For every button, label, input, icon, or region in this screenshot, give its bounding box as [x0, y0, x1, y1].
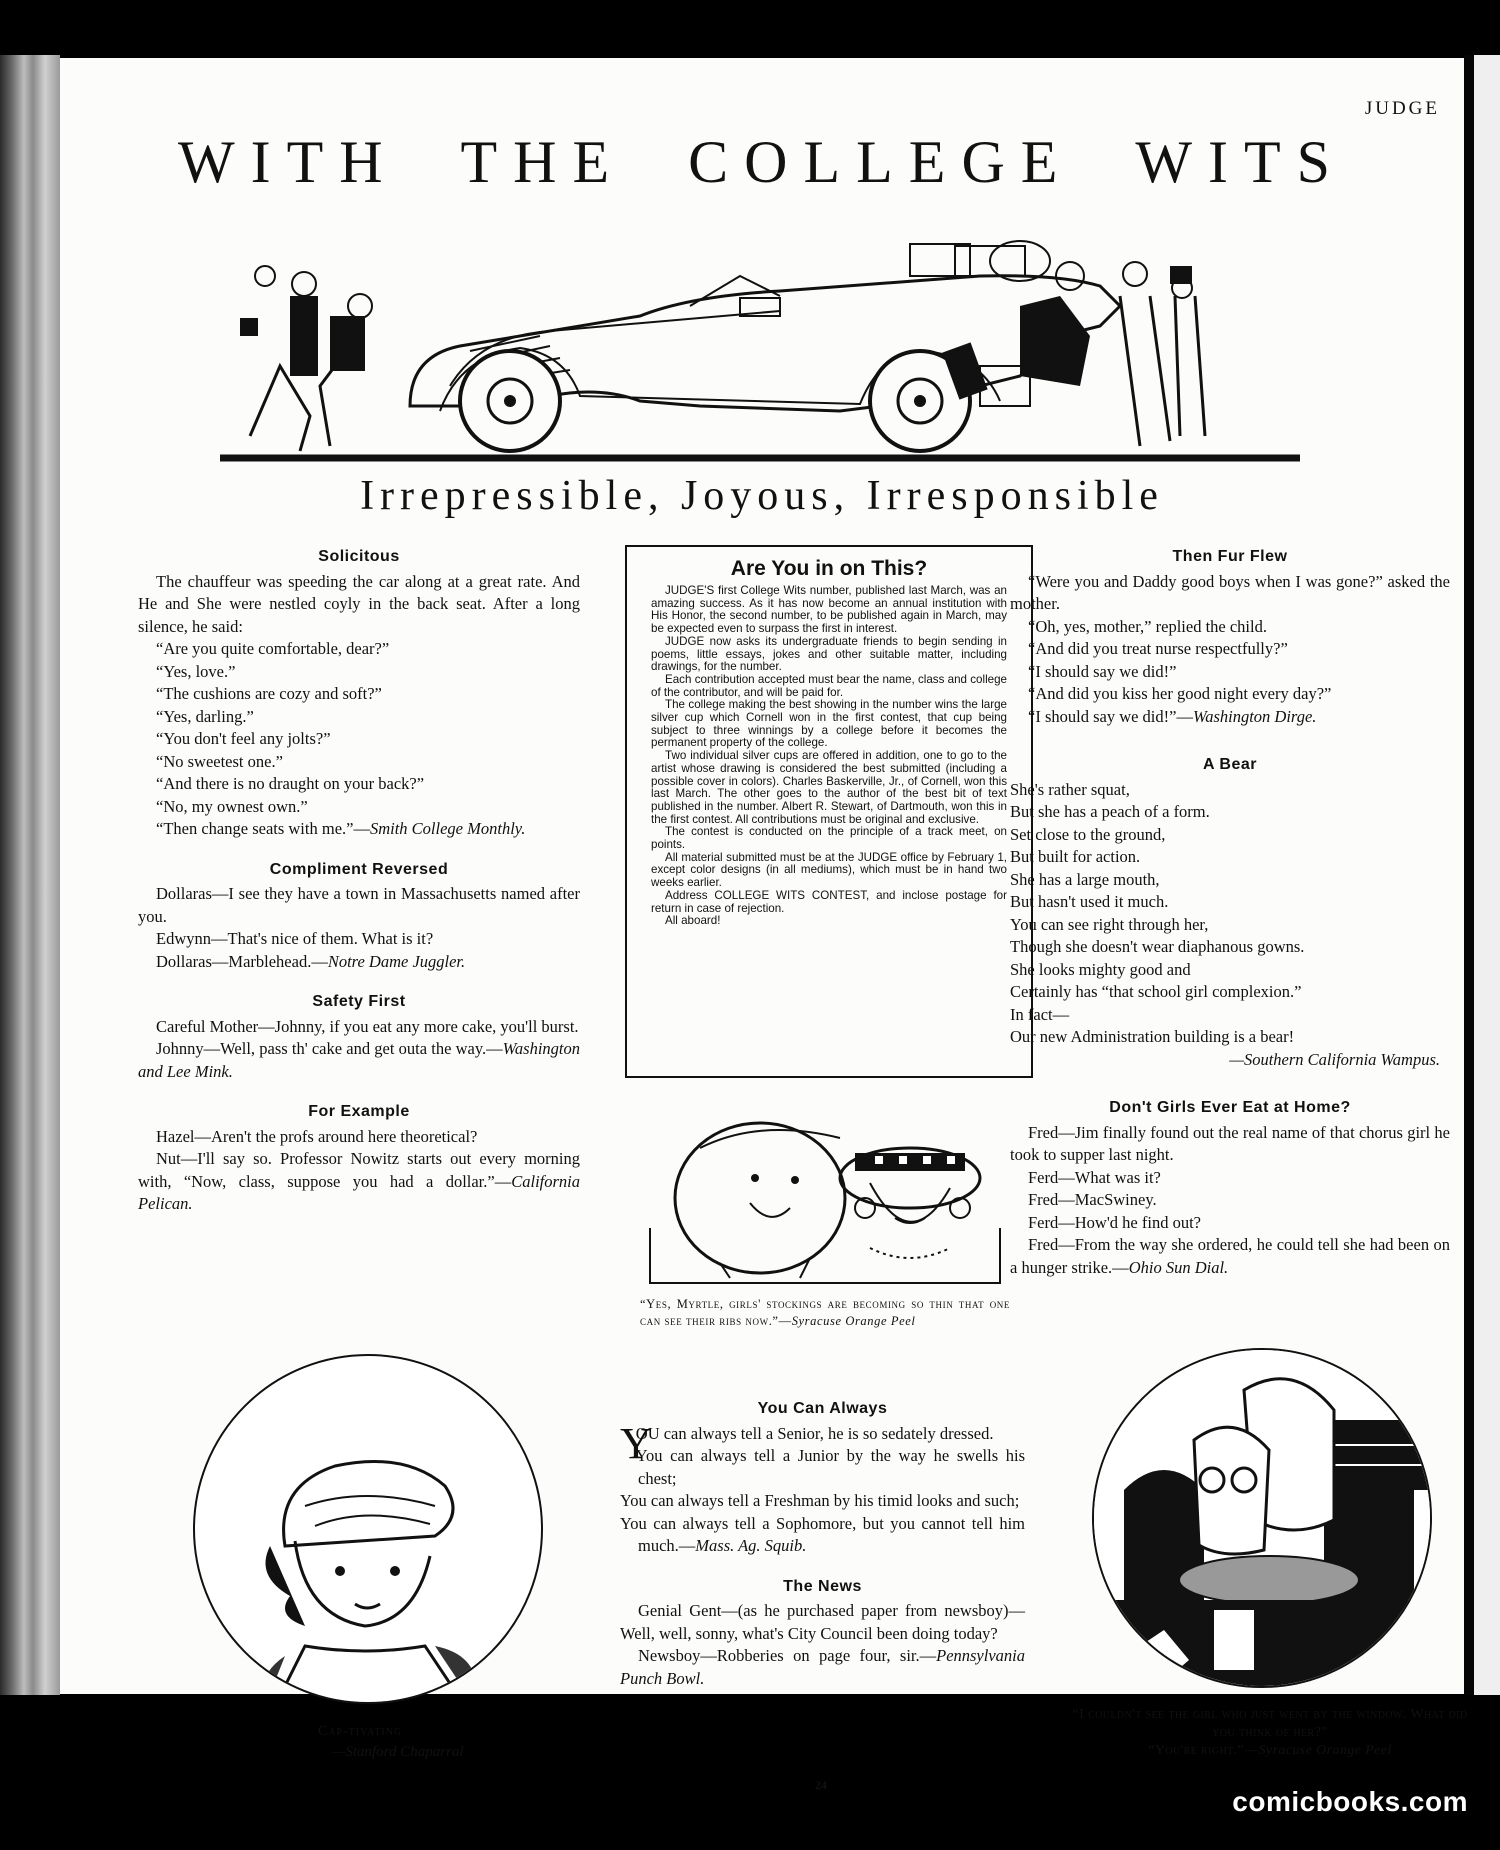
article-heading: You Can Always	[757, 1400, 888, 1417]
source-credit: Washington Dirge.	[1192, 706, 1317, 726]
caption-line	[1070, 1742, 1470, 1760]
dialogue-line: “And there is no draught on your back?”	[156, 774, 425, 793]
dialogue-line: “Yes, love.”	[156, 661, 236, 681]
article-heading: The News	[783, 1577, 862, 1595]
article-paragraph	[138, 818, 580, 841]
dialogue-line: Nut—I'll say so. Professor Nowitz starts out every morning with, “Now, class, suppose you had a dollar.”—	[138, 1149, 580, 1191]
box-paragraph: All aboard!	[665, 914, 721, 928]
source-credit: —Southern California Wampus.	[1229, 1049, 1440, 1069]
poem-line: But hasn't used it much.	[1010, 892, 1169, 911]
captivating-illustration	[193, 1354, 543, 1704]
box-title: Are You in on This?	[730, 557, 928, 580]
article-paragraph	[1010, 1234, 1450, 1279]
source-credit: Notre Dame Juggler.	[327, 951, 466, 971]
poem-line: You can always tell a Junior by the way he swells his chest;	[635, 1446, 1025, 1488]
article-paragraph: Genial Gent—(as he purchased paper from newsboy)—Well, well, sonny, what's City Council been doing today?	[620, 1601, 1025, 1643]
caption-text: “You're right.”—	[1148, 1743, 1259, 1758]
dialogue-line: “You don't feel any jolts?”	[156, 729, 331, 748]
article-heading: Compliment Reversed	[269, 860, 449, 878]
poem-line-text: OU can always tell a Senior, he is so sedately dressed.	[635, 1423, 994, 1443]
left-column	[138, 546, 580, 1234]
article-then-fur-flew	[1010, 546, 1450, 728]
dialogue-line: “Then change seats with me.”—	[156, 819, 370, 838]
source-credit: California Pelican.	[138, 1171, 580, 1213]
poem-line: You can always tell a Freshman by his timid looks and such;	[620, 1491, 1020, 1510]
poem-line: Our new Administration building is a bear!	[1010, 1027, 1295, 1046]
article-a-bear	[1010, 754, 1450, 1071]
box-paragraph: The college making the best showing in the number wins the large silver cup which Cornell won in the first contest, that cup being subject to three winnings by a college before it becomes the permanent property of the college.	[651, 698, 1007, 750]
article-compliment-reversed	[138, 859, 580, 974]
poem-line: She has a large mouth,	[1010, 869, 1160, 889]
contest-announcement-box	[625, 545, 1033, 1078]
article-heading: Don't Girls Ever Eat at Home?	[1109, 1099, 1351, 1116]
poem-line: She's rather squat,	[1010, 779, 1130, 799]
journal-name: JUDGE	[1364, 98, 1440, 119]
article-paragraph: Edwynn—That's nice of them. What is it?	[156, 929, 434, 948]
article-solicitous	[138, 546, 580, 841]
article-you-can-always	[620, 1398, 1025, 1558]
poem-line: You can see right through her,	[1010, 914, 1209, 934]
box-paragraph: The contest is conducted on the principle of a track meet, on points.	[651, 825, 1007, 852]
dialogue-line: “I should say we did!”	[1028, 661, 1177, 681]
article-heading: A Bear	[1203, 756, 1257, 773]
source-credit: Syracuse Orange Peel	[1258, 1743, 1392, 1758]
magazine-page	[60, 58, 1468, 1792]
dialogue-line: “Oh, yes, mother,” replied the child.	[1028, 616, 1267, 636]
dialogue-line: “Were you and Daddy good boys when I was gone?” asked the mother.	[1010, 571, 1450, 613]
stockings-cartoon-caption	[640, 1296, 1010, 1330]
source-credit: —Stanford Chaparral	[332, 1744, 464, 1760]
article-paragraph	[138, 951, 580, 974]
dialogue-line: “And did you treat nurse respectfully?”	[1028, 639, 1288, 658]
poem-line: Certainly has “that school girl complexion.”	[1010, 982, 1302, 1001]
dialogue-line	[1010, 706, 1450, 729]
scan-right-edge	[1464, 55, 1500, 1695]
article-paragraph: Careful Mother—Johnny, if you eat any more cake, you'll burst.	[156, 1016, 579, 1036]
box-paragraph: JUDGE'S first College Wits number, published last March, was an amazing success. As it has now become an annual institution with His Honor, the second number, to be published again in March, may be expected even to surpass the first in interest.	[651, 584, 1007, 636]
article-for-example	[138, 1101, 580, 1216]
article-paragraph: Ferd—What was it?	[1028, 1167, 1161, 1187]
center-column-lower	[620, 1398, 1025, 1708]
article-safety-first	[138, 991, 580, 1083]
dialogue-line: “Are you quite comfortable, dear?”	[156, 639, 390, 658]
dialogue-line: “No sweetest one.”	[156, 751, 283, 771]
source-credit: Pennsylvania Punch Bowl.	[620, 1646, 1025, 1688]
article-paragraph	[138, 1038, 580, 1083]
dialogue-line: “No, my ownest own.”	[156, 796, 308, 816]
article-heading: Safety First	[312, 993, 406, 1010]
box-paragraph: JUDGE now asks its undergraduate friends to begin sending in poems, little essays, jokes and other suitable matter, including drawings, for the number.	[651, 634, 1007, 674]
caption-text: “Yes, Myrtle, girls' stockings are becoming so thin that one can see their ribs now.”—	[640, 1297, 1010, 1328]
source-credit: Ohio Sun Dial.	[1128, 1257, 1229, 1277]
page-subtitle: Irrepressible, Joyous, Irresponsible	[360, 473, 1164, 519]
window-illustration-caption	[1070, 1706, 1470, 1760]
poem-line: She looks mighty good and	[1010, 959, 1191, 979]
source-credit: Washington and Lee Mink.	[138, 1039, 580, 1081]
poem-line: Set close to the ground,	[1010, 824, 1166, 844]
article-paragraph: Dollaras—I see they have a town in Massachusetts named after you.	[138, 884, 580, 926]
dialogue-line: Fred—From the way she ordered, he could tell she had been on a hunger strike.—	[1010, 1235, 1450, 1277]
article-paragraph	[138, 1148, 580, 1216]
window-illustration	[1092, 1348, 1432, 1688]
page-title: WITH THE COLLEGE WITS	[178, 129, 1346, 195]
drop-cap: Y	[620, 1418, 652, 1468]
dialogue-line: “And did you kiss her good night every day?”	[1028, 684, 1332, 703]
source-credit: Mass. Ag. Squib.	[695, 1536, 807, 1555]
box-paragraph: Address COLLEGE WITS CONTEST, and inclose postage for return in case of rejection.	[651, 888, 1007, 915]
poem-line: But she has a peach of a form.	[1010, 802, 1210, 821]
article-heading: Solicitous	[318, 548, 400, 565]
caption-text: “I couldn't see the girl who just went by the window. What did you think of her?”	[1072, 1707, 1468, 1740]
article-paragraph: Fred—MacSwiney.	[1028, 1190, 1157, 1209]
dialogue-line: Newsboy—Robberies on page four, sir.—	[638, 1646, 937, 1665]
right-column	[1010, 546, 1450, 1297]
article-paragraph: Ferd—How'd he find out?	[1028, 1212, 1201, 1232]
watermark-text: comicbooks.com	[1232, 1786, 1468, 1817]
box-paragraph: All material submitted must be at the JUDGE office by February 1, except color designs (in all mediums), which must be in hand two weeks earlier.	[651, 850, 1007, 890]
poem-line: Though she doesn't wear diaphanous gowns.	[1010, 937, 1305, 956]
article-paragraph	[620, 1645, 1025, 1690]
article-paragraph: The chauffeur was speeding the car along at a great rate. And He and She were nestled coyly in the back seat. After a long silence, he said:	[138, 571, 580, 636]
article-paragraph: Fred—Jim finally found out the real name of that chorus girl he took to supper last night.	[1010, 1122, 1450, 1164]
dialogue-line: Johnny—Well, pass th' cake and get outa the way.—	[156, 1039, 503, 1058]
captivating-caption: Cap-tivating	[318, 1724, 403, 1739]
dialogue-line: Dollaras—Marblehead.—	[156, 951, 328, 971]
box-paragraph: Two individual silver cups are offered in addition, one to go to the artist whose drawing is considered the best submitted (including a possible cover in colors). Charles Baskerville, Jr., of Cornell, won this last March. The other goes to the author of the best bit of text published in the number. Albert R. Stewart, of Dartmouth, won this in the first contest. All contributions must be original and exclusive.	[651, 749, 1007, 826]
page-number: 24	[815, 1778, 827, 1792]
article-heading: For Example	[308, 1103, 410, 1120]
source-credit: Smith College Monthly.	[369, 819, 526, 838]
stockings-cartoon	[640, 1108, 1010, 1290]
article-paragraph: Hazel—Aren't the profs around here theoretical?	[156, 1126, 478, 1146]
banner-illustration	[220, 236, 1300, 466]
poem-line	[620, 1513, 1025, 1558]
dialogue-line: “Yes, darling.”	[156, 706, 254, 726]
article-heading: Then Fur Flew	[1172, 548, 1288, 565]
box-paragraph: Each contribution accepted must bear the name, class and college of the contributor, and will be paid for.	[651, 672, 1007, 699]
source-credit: Syracuse Orange Peel	[791, 1314, 916, 1328]
dialogue-line: “The cushions are cozy and soft?”	[156, 684, 382, 703]
poem-line: In fact—	[1010, 1004, 1070, 1024]
article-the-news	[620, 1576, 1025, 1691]
poem-line-text: You can always tell a Sophomore, but you cannot tell him much.—	[620, 1513, 1025, 1555]
dialogue-line-text: “I should say we did!”—	[1028, 706, 1193, 726]
poem-line: But built for action.	[1010, 847, 1141, 866]
scan-left-edge	[0, 55, 60, 1695]
article-dont-girls-ever-eat-at-home	[1010, 1097, 1450, 1279]
